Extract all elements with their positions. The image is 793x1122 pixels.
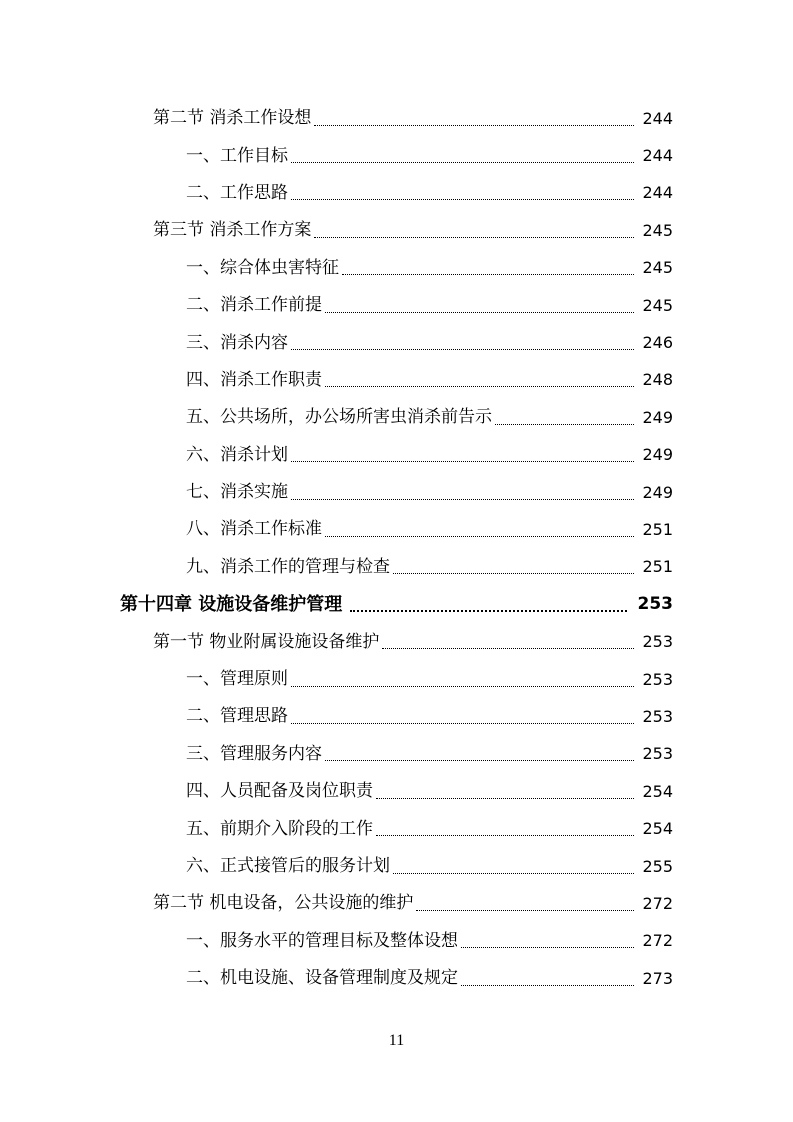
toc-entry-page: 251 (642, 557, 673, 577)
toc-entry-subsection[interactable] (0, 960, 793, 997)
toc-dot-leader (325, 385, 634, 387)
toc-entry-page: 253 (642, 632, 673, 652)
toc-entry-subsection[interactable] (0, 661, 793, 698)
toc-entry-section[interactable] (0, 885, 793, 922)
toc-entry-page: 251 (642, 519, 673, 539)
toc-dot-leader (314, 236, 634, 238)
toc-entry-page: 246 (642, 333, 673, 353)
toc-entry-subsection[interactable] (0, 848, 793, 885)
toc-entry-label: 四、消杀工作职责 (186, 369, 322, 390)
toc-entry-label: 一、服务水平的管理目标及整体设想 (186, 930, 458, 951)
toc-entry-label: 五、前期介入阶段的工作 (186, 818, 373, 839)
toc-dot-leader (495, 423, 634, 425)
toc-dot-leader (416, 909, 634, 911)
toc-dot-leader (393, 572, 634, 574)
toc-entry-page: 245 (642, 258, 673, 278)
toc-dot-leader (350, 609, 627, 612)
toc-entry-page: 249 (642, 482, 673, 502)
toc-entry-label: 八、消杀工作标准 (186, 519, 322, 540)
toc-dot-leader (291, 198, 634, 200)
toc-entry-label: 第二节 消杀工作设想 (153, 108, 312, 129)
toc-entry-label: 四、人员配备及岗位职责 (186, 781, 373, 802)
toc-entry-page: 245 (642, 295, 673, 315)
table-of-contents (0, 100, 793, 997)
toc-entry-subsection[interactable] (0, 923, 793, 960)
toc-entry-subsection[interactable] (0, 549, 793, 586)
toc-entry-section[interactable] (0, 100, 793, 137)
toc-entry-subsection[interactable] (0, 736, 793, 773)
toc-entry-label: 三、消杀内容 (186, 332, 288, 353)
toc-dot-leader (291, 722, 634, 724)
toc-entry-label: 六、正式接管后的服务计划 (186, 856, 390, 876)
toc-dot-leader (291, 460, 634, 462)
toc-entry-page: 273 (642, 968, 673, 988)
toc-dot-leader (314, 124, 634, 126)
toc-entry-page: 244 (642, 146, 673, 166)
toc-entry-page: 245 (642, 220, 673, 240)
toc-entry-subsection[interactable] (0, 399, 793, 436)
toc-entry-subsection[interactable] (0, 698, 793, 735)
toc-entry-label: 一、管理原则 (186, 669, 288, 690)
toc-entry-label: 二、管理思路 (186, 706, 288, 727)
toc-dot-leader (291, 685, 634, 687)
toc-entry-page: 249 (642, 407, 673, 427)
toc-dot-leader (393, 872, 634, 874)
toc-entry-label: 二、消杀工作前提 (186, 295, 322, 316)
toc-dot-leader (291, 161, 634, 163)
toc-dot-leader (342, 273, 634, 275)
toc-entry-label: 第三节 消杀工作方案 (153, 220, 312, 241)
toc-entry-label: 二、机电设施、设备管理制度及规定 (186, 968, 458, 989)
toc-entry-page: 248 (642, 370, 673, 390)
toc-entry-page: 253 (642, 669, 673, 689)
toc-dot-leader (325, 311, 634, 313)
toc-entry-label: 第十四章 设施设备维护管理 (120, 593, 343, 615)
toc-dot-leader (325, 759, 634, 761)
toc-entry-subsection[interactable] (0, 773, 793, 810)
toc-dot-leader (376, 797, 634, 799)
toc-entry-page: 253 (642, 706, 673, 726)
toc-dot-leader (461, 946, 634, 948)
toc-entry-subsection[interactable] (0, 287, 793, 324)
toc-dot-leader (291, 498, 634, 500)
toc-entry-page: 255 (642, 856, 673, 876)
toc-entry-label: 二、工作思路 (186, 182, 288, 203)
toc-entry-subsection[interactable] (0, 474, 793, 511)
toc-entry-label: 五、公共场所，办公场所害虫消杀前告示 (186, 407, 492, 428)
toc-entry-page: 254 (642, 781, 673, 801)
toc-dot-leader (461, 984, 634, 986)
toc-entry-page: 244 (642, 108, 673, 128)
toc-entry-label: 七、消杀实施 (186, 482, 288, 503)
toc-entry-subsection[interactable] (0, 810, 793, 847)
toc-entry-page: 272 (642, 893, 673, 913)
toc-entry-label: 一、综合体虫害特征 (186, 257, 339, 278)
toc-entry-chapter[interactable] (0, 586, 793, 623)
toc-entry-label: 一、工作目标 (186, 145, 288, 166)
toc-entry-label: 第一节 物业附属设施设备维护 (153, 631, 380, 652)
toc-dot-leader (376, 834, 634, 836)
toc-entry-page: 244 (642, 183, 673, 203)
toc-entry-section[interactable] (0, 623, 793, 660)
toc-entry-label: 第二节 机电设备，公共设施的维护 (153, 893, 414, 914)
toc-entry-subsection[interactable] (0, 511, 793, 548)
toc-entry-subsection[interactable] (0, 437, 793, 474)
toc-entry-subsection[interactable] (0, 137, 793, 174)
toc-entry-subsection[interactable] (0, 324, 793, 361)
toc-entry-page: 253 (637, 594, 673, 615)
toc-entry-page: 272 (642, 931, 673, 951)
toc-entry-page: 254 (642, 819, 673, 839)
page-number: 11 (388, 1032, 405, 1049)
toc-dot-leader (291, 348, 634, 350)
toc-entry-section[interactable] (0, 212, 793, 249)
toc-entry-page: 253 (642, 744, 673, 764)
toc-entry-subsection[interactable] (0, 175, 793, 212)
toc-entry-subsection[interactable] (0, 362, 793, 399)
toc-entry-subsection[interactable] (0, 250, 793, 287)
toc-entry-label: 三、管理服务内容 (186, 743, 322, 764)
toc-entry-label: 九、消杀工作的管理与检查 (186, 556, 390, 577)
toc-dot-leader (325, 535, 634, 537)
toc-entry-label: 六、消杀计划 (186, 444, 288, 465)
toc-entry-page: 249 (642, 445, 673, 465)
toc-dot-leader (382, 647, 634, 649)
